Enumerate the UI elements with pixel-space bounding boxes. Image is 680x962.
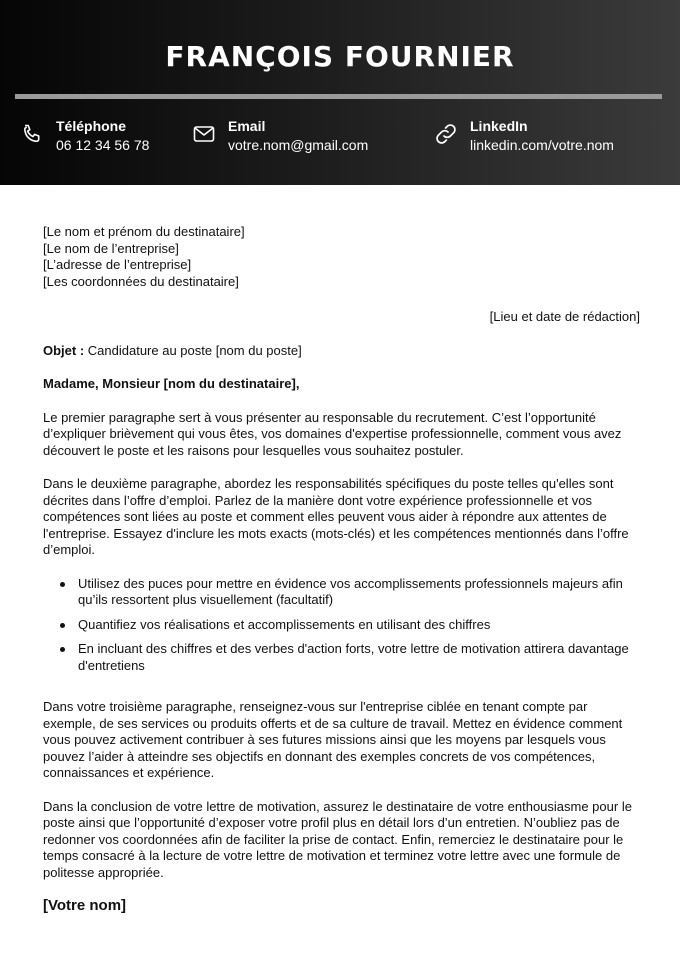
recipient-block [43,224,640,290]
paragraph-conclusion: Dans la conclusion de votre lettre de motivation, assurez le destinataire de votre enthousiasme pour le poste ainsi que l’opportunité d’exposer votre profil plus en détail lors d’un entretien. N’oubliez pas de redonner vos coordonnées afin de faciliter la prise de contact. Enfin, remerciez le destinataire pour le temps consacré à la lecture de votre lettre de motivation et terminez votre lettre avec une formule de politesse appropriée. [43,798,632,880]
paragraph-company: Dans votre troisième paragraphe, renseignez-vous sur l'entreprise ciblée en tenant compte par exemple, de ses services ou produits offerts et de sa culture de travail. Mettez en évidence comment vous pouvez activement contribuer à ses futures missions ainsi que les moyens par lesquels vous pouvez l’aider à atteindre ses objectifs en donnant des exemples concrets de vos compétences, connaissances et expérience. [43,699,623,780]
object-label: Objet : [43,342,85,358]
contact-phone-label: Téléphone [56,118,127,134]
recipient-line: [L’adresse de l’entreprise] [43,257,192,272]
salutation: Madame, Monsieur [nom du destinataire], [43,376,300,391]
list-item: En incluant des chiffres et des verbes d'action forts, votre lettre de motivation attirera davantage d'entretiens [43,641,640,674]
recipient-line: [Le nom et prénom du destinataire] [43,224,245,239]
contact-phone [20,118,149,154]
letter-body [43,224,640,915]
envelope-icon [192,122,216,146]
list-item: Quantifiez vos réalisations et accomplissements en utilisant des chiffres [43,617,640,634]
header-divider [15,94,662,99]
link-icon [434,122,458,146]
contact-linkedin-label: LinkedIn [470,118,528,134]
object-line [43,343,640,360]
recipient-line: [Le nom de l’entreprise] [43,240,179,256]
header-banner [0,0,680,185]
achievements-list [43,576,640,675]
contact-linkedin [434,118,614,154]
contact-email-value: votre.nom@gmail.com [228,137,369,153]
object-text: Candidature au poste [nom du poste] [84,342,302,358]
signature: [Votre nom] [43,897,127,914]
contact-linkedin-value: linkedin.com/votre.nom [470,137,614,153]
paragraph-intro: Le premier paragraphe sert à vous présenter au responsable du recrutement. C’est l’opportunité d’expliquer brièvement qui vous êtes, vos domaines d'expertise professionnelle, comment vous avez découvert le poste et les raisons pour lesquelles vous souhaitez postuler. [43,409,622,458]
contact-phone-value: 06 12 34 56 78 [56,137,150,153]
phone-icon [20,122,44,146]
recipient-line: [Les coordonnées du destinataire] [43,273,239,289]
paragraph-experience: Dans le deuxième paragraphe, abordez les responsabilités spécifiques du poste telles qu'elles sont décrites dans l’offre d’emploi. Parlez de la manière dont votre expérience professionnelle et vos compétences sont liées au poste et comment elles peuvent vous aider à répondre aux attentes de l'entreprise. Essayez d'inclure les mots exacts (mots-clés) et les compétences mentionnés dans l’offre d’emploi. [43,476,629,557]
contact-email-label: Email [228,118,266,134]
list-item: Utilisez des puces pour mettre en évidence vos accomplissements professionnels majeurs afin qu’ils ressortent plus visuellement (facultatif) [43,576,640,609]
contact-email [192,118,368,154]
candidate-name: FRANÇOIS FOURNIER [165,40,515,73]
place-date: [Lieu et date de rédaction] [489,309,640,324]
